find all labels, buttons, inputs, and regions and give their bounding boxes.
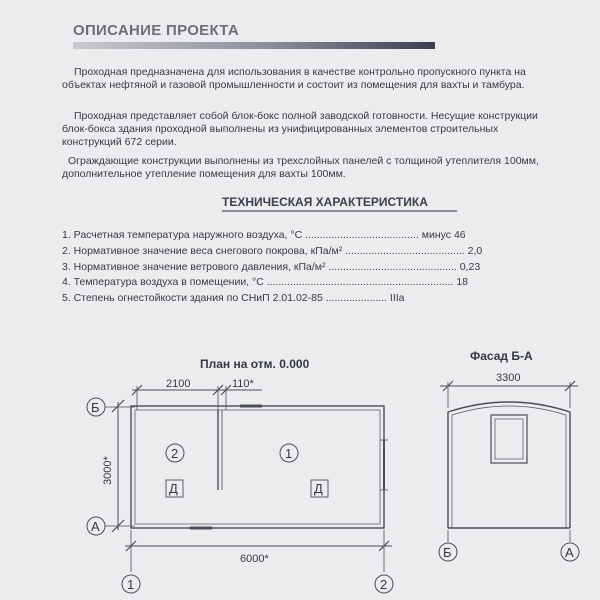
plan-dim-width: 6000* xyxy=(240,553,269,565)
section-title: ОПИСАНИЕ ПРОЕКТА xyxy=(73,22,239,39)
plan-outline xyxy=(131,406,388,528)
drawings-svg xyxy=(0,340,600,600)
title-underline-bar xyxy=(73,42,435,49)
characteristic-item: 5. Степень огнестойкости здания по СНиП 2.01.02-85 ..................... IIIa xyxy=(62,292,405,305)
plan-dim-door: 110* xyxy=(232,378,254,390)
drawings-area xyxy=(0,340,600,600)
plan-room-label-left: Д xyxy=(169,481,178,496)
plan-axis-2: 2 xyxy=(380,577,388,592)
plan-bottom-dimension xyxy=(125,530,392,572)
characteristic-item: 2. Нормативное значение веса снегового покрова, кПа/м² ......................................... 2,0 xyxy=(62,244,483,257)
plan-dim-left: 2100 xyxy=(166,378,191,390)
tech-heading-underline xyxy=(222,210,457,212)
plan-room-label-right: Д xyxy=(314,481,323,496)
plan-room-2: 2 xyxy=(171,446,179,461)
facade-top-dimension xyxy=(440,381,578,408)
section-header xyxy=(73,22,438,50)
paragraph-purpose: Проходная предназначена для использования в качестве контрольно пропускного пункта на объектах нефтяной и газовой промышленности и состоит из помещения для вахты и тамбура. xyxy=(62,66,526,91)
facade-axis-b: Б xyxy=(443,545,452,560)
plan-dim-height: 3000* xyxy=(102,456,114,485)
facade-title: Фасад Б-А xyxy=(470,349,533,363)
facade-outline xyxy=(448,402,570,528)
characteristic-item: 3. Нормативное значение ветрового давления, кПа/м² ............................................ 0,23 xyxy=(62,260,481,273)
plan-axis-b: Б xyxy=(91,400,100,415)
characteristic-item: 1. Расчетная температура наружного воздуха, °С ....................................... минус 46 xyxy=(62,229,466,241)
facade-window xyxy=(491,415,527,463)
characteristics-list xyxy=(62,228,542,307)
plan-axis-a: А xyxy=(91,519,100,534)
facade-dim-width: 3300 xyxy=(496,372,521,384)
paragraph-structure: Проходная представляет собой блок-бокс полной заводской готовности. Несущие конструкции блок-бокса здания проходной выполнены из унифицированных элементов строительных конструкций 672 серии. xyxy=(62,110,538,148)
plan-title: План на отм. 0.000 xyxy=(200,357,310,371)
facade-axis-a: А xyxy=(565,545,574,560)
paragraph-enclosure: Ограждающие конструкции выполнены из трехслойных панелей с толщиной утеплителя 100мм, дополнительное утепление помещения для вахты 100мм. xyxy=(62,155,539,180)
plan-room-1: 1 xyxy=(285,446,293,461)
tech-heading: ТЕХНИЧЕСКАЯ ХАРАКТЕРИСТИКА xyxy=(222,195,428,209)
plan-axis-1: 1 xyxy=(127,577,135,592)
characteristic-item: 4. Температура воздуха в помещении, °С ................................................................ 18 xyxy=(62,276,469,289)
